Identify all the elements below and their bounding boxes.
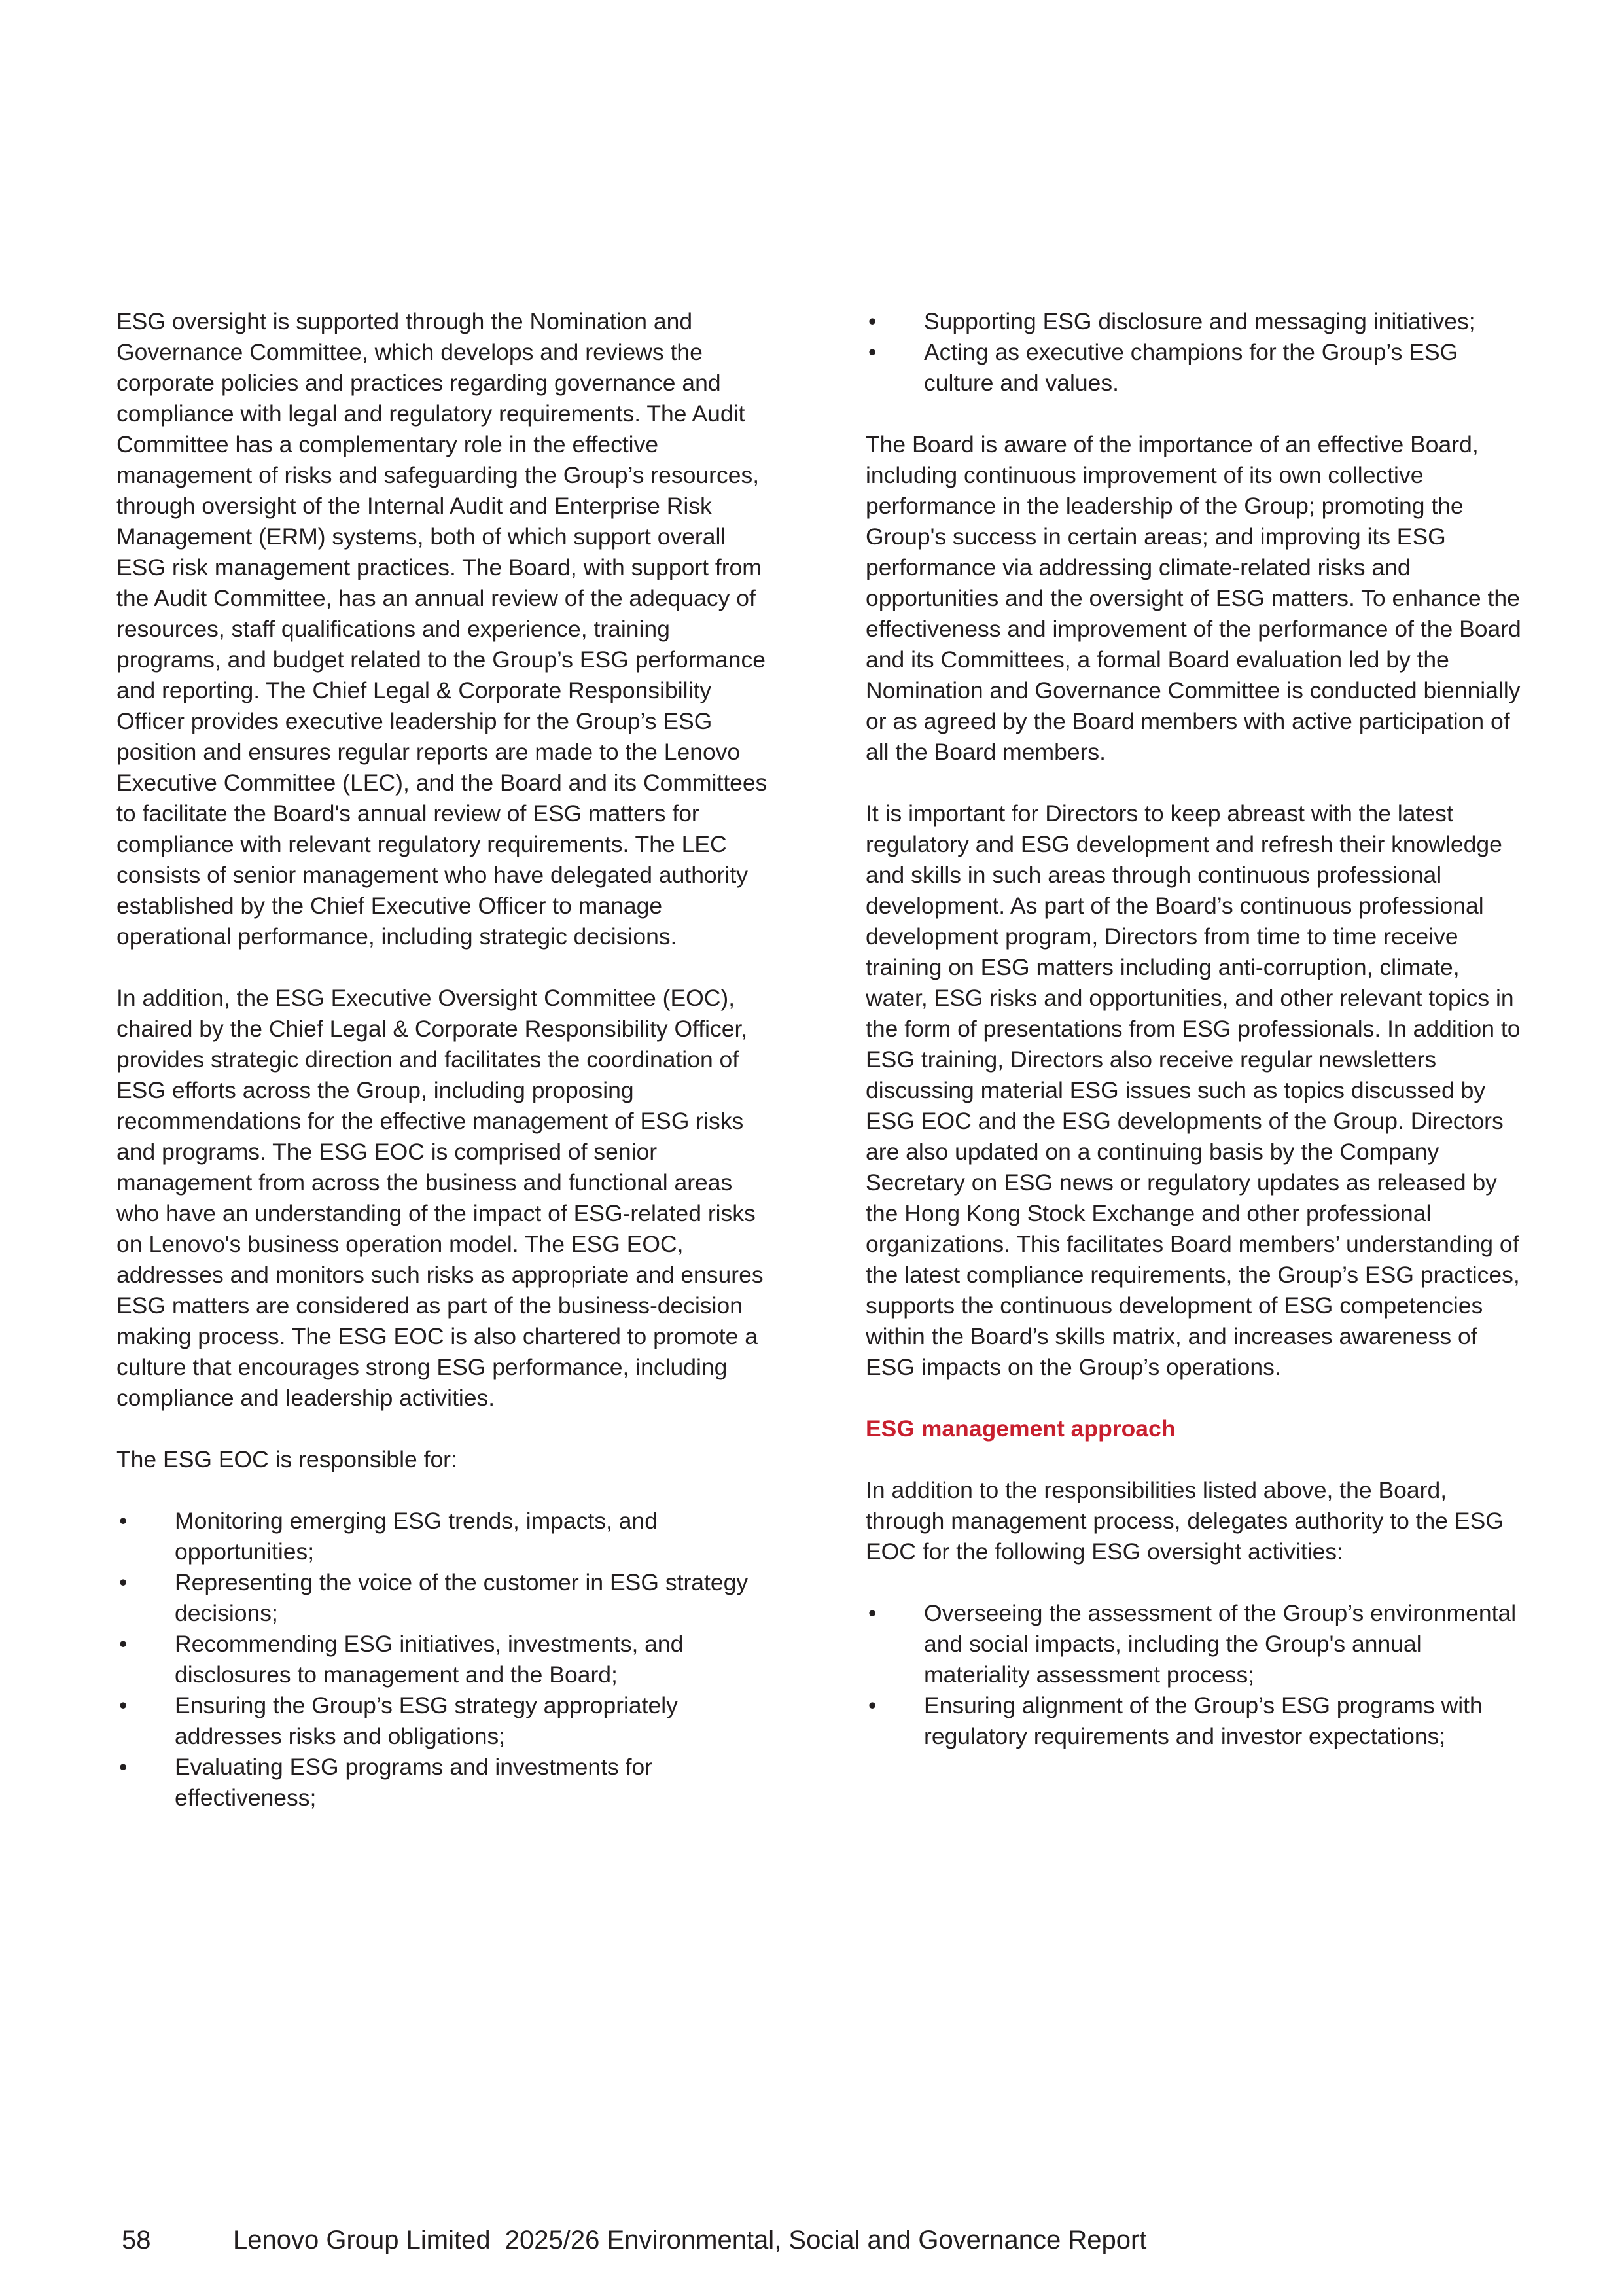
bullet-icon: • bbox=[868, 308, 877, 334]
list-item: • Ensuring the Group’s ESG strategy appropriately addresses risks and obligations; bbox=[116, 1690, 777, 1752]
delegation-paragraph: In addition to the responsibilities listed above, the Board, through management process, delegates authority to the ESG EOC for the following ESG oversight activities: bbox=[866, 1477, 1504, 1565]
governance-paragraph: ESG oversight is supported through the Nomination and Governance Committee, which develops and reviews the corporate policies and practices regarding governance and compliance with legal and regulatory requirements. The Audit Committee has a complementary role in the effective management of risks and safeguarding the Group’s resources, through oversight of the Internal Audit and Enterprise Risk Management (ERM) systems, both of which support overall ESG risk management practices. The Board, with support from the Audit Committee, has an annual review of the adequacy of resources, staff qualifications and experience, training programs, and budget related to the Group’s ESG performance and reporting. The Chief Legal & Corporate Responsibility Officer provides executive leadership for the Group’s ESG position and ensures regular reports are made to the Lenovo Executive Committee (LEC), and the Board and its Committees to facilitate the Board's annual review of ESG matters for compliance with relevant regulatory requirements. The LEC consists of senior management who have delegated authority established by the Chief Executive Officer to manage operational performance, including strategic decisions. bbox=[116, 308, 768, 950]
page-number: 58 bbox=[122, 2226, 151, 2254]
bullet-icon: • bbox=[119, 1569, 128, 1595]
bullet-icon: • bbox=[119, 1508, 128, 1534]
oversight-activities-list bbox=[866, 1598, 1527, 1752]
list-item: • Recommending ESG initiatives, investments, and disclosures to management and the Board; bbox=[116, 1629, 777, 1690]
bullet-icon: • bbox=[868, 339, 877, 365]
left-column bbox=[116, 306, 777, 1844]
director-training-paragraph: It is important for Directors to keep abreast with the latest regulatory and ESG development and refresh their knowledge and skills in such areas through continuous professional development. As part of the Board’s continuous professional development program, Directors from time to time receive training on ESG matters including anti-corruption, climate, water, ESG risks and opportunities, and other relevant topics in the form of presentations from ESG professionals. In addition to ESG training, Directors also receive regular newsletters discussing material ESG issues such as topics discussed by ESG EOC and the ESG developments of the Group. Directors are also updated on a continuing basis by the Company Secretary on ESG news or regulatory updates as released by the Hong Kong Stock Exchange and other professional organizations. This facilitates Board members’ understanding of the latest compliance requirements, the Group’s ESG practices, supports the continuous development of ESG competencies within the Board’s skills matrix, and increases awareness of ESG impacts on the Group’s operations. bbox=[866, 800, 1521, 1380]
right-column bbox=[866, 306, 1527, 1783]
list-item: • Representing the voice of the customer in ESG strategy decisions; bbox=[116, 1567, 777, 1629]
report-title: Lenovo Group Limited 2025/26 Environmental, Social and Governance Report bbox=[233, 2226, 1147, 2254]
list-item: • Supporting ESG disclosure and messaging initiatives; bbox=[866, 306, 1527, 337]
page-footer bbox=[122, 2224, 1146, 2256]
eoc-responsibilities-list bbox=[116, 1506, 777, 1813]
bullet-icon: • bbox=[868, 1692, 877, 1718]
list-item: • Overseeing the assessment of the Group’s environmental and social impacts, including the Group's annual materiality assessment process; bbox=[866, 1598, 1527, 1690]
list-item: • Evaluating ESG programs and investments for effectiveness; bbox=[116, 1752, 777, 1813]
bullet-icon: • bbox=[119, 1692, 128, 1718]
list-item: • Monitoring emerging ESG trends, impacts, and opportunities; bbox=[116, 1506, 777, 1567]
bullet-icon: • bbox=[868, 1600, 877, 1626]
list-item: • Acting as executive champions for the Group’s ESG culture and values. bbox=[866, 337, 1527, 399]
eoc-paragraph: In addition, the ESG Executive Oversight Committee (EOC), chaired by the Chief Legal & Corporate Responsibility Officer, provides strategic direction and facilitates the coordination of ESG efforts across the Group, including proposing recommendations for the effective management of ESG risks and programs. The ESG EOC is comprised of senior management from across the business and functional areas who have an understanding of the impact of ESG-related risks on Lenovo's business operation model. The ESG EOC, addresses and monitors such risks as appropriate and ensures ESG matters are considered as part of the business-decision making process. The ESG EOC is also chartered to promote a culture that encourages strong ESG performance, including compliance and leadership activities. bbox=[116, 985, 764, 1411]
eoc-responsibilities-intro: The ESG EOC is responsible for: bbox=[116, 1446, 457, 1472]
bullet-icon: • bbox=[119, 1754, 128, 1780]
section-heading: ESG management approach bbox=[866, 1415, 1176, 1442]
bullet-icon: • bbox=[119, 1631, 128, 1657]
list-item: • Ensuring alignment of the Group’s ESG programs with regulatory requirements and investor expectations; bbox=[866, 1690, 1527, 1752]
board-effectiveness-paragraph: The Board is aware of the importance of an effective Board, including continuous improvement of its own collective performance in the leadership of the Group; promoting the Group's success in certain areas; and improving its ESG performance via addressing climate-related risks and opportunities and the oversight of ESG matters. To enhance the effectiveness and improvement of the performance of the Board and its Committees, a formal Board evaluation led by the Nomination and Governance Committee is conducted biennially or as agreed by the Board members with active participation of all the Board members. bbox=[866, 431, 1521, 765]
eoc-responsibilities-list-continued bbox=[866, 306, 1527, 399]
